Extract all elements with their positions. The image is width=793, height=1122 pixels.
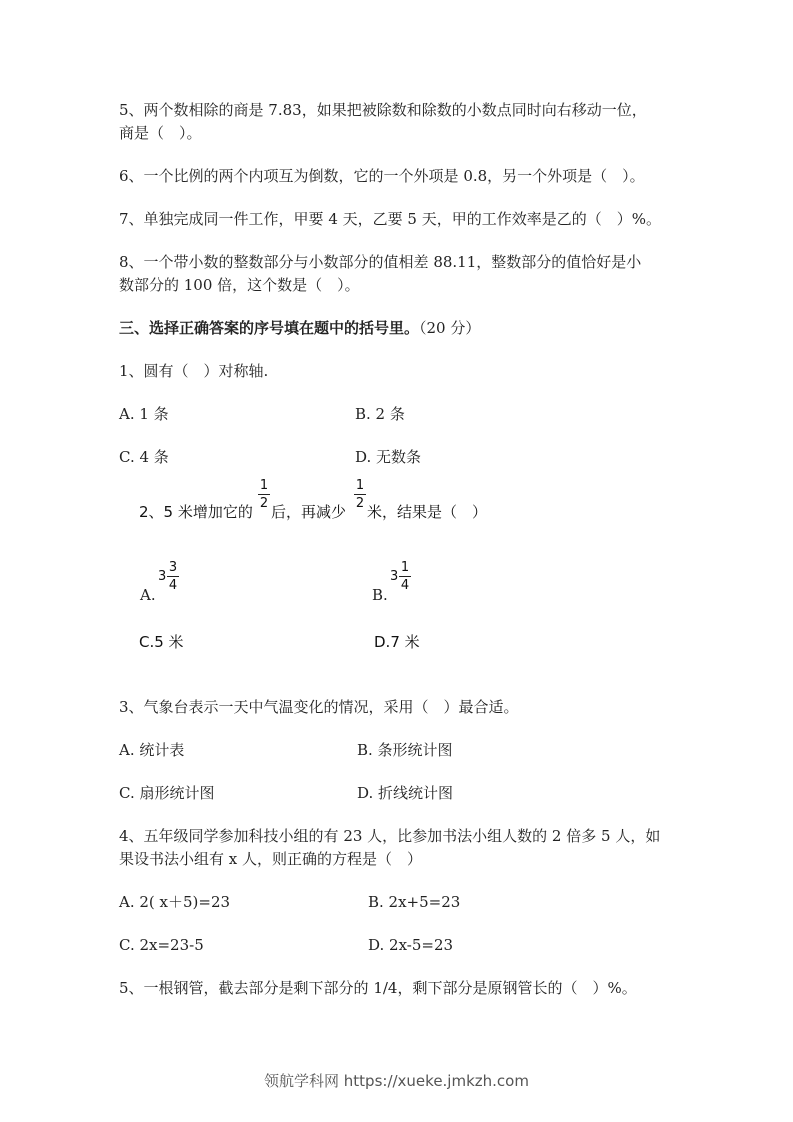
option-a-numerator: 3	[168, 560, 178, 575]
fraction-1-numerator: 1	[259, 478, 269, 493]
question-3-2-option-a-label: A.	[140, 586, 156, 604]
option-b-numerator: 1	[400, 560, 410, 575]
section-3-title-text: 三、选择正确答案的序号填在题中的括号里。	[119, 319, 420, 337]
question-3-1-option-c: C. 4 条	[119, 448, 169, 466]
option-b-bar	[399, 576, 411, 577]
question-3-4-line1: 4、五年级同学参加科技小组的有 23 人，比参加书法小组人数的 2 倍多 5 人，如	[119, 827, 661, 845]
question-2-8-line1: 8、一个带小数的整数部分与小数部分的值相差 88.11，整数部分的值恰好是小	[119, 253, 642, 271]
question-2-7: 7、单独完成同一件工作，甲要 4 天，乙要 5 天，甲的工作效率是乙的（ ）%。	[119, 210, 661, 228]
question-3-2-stem-part1: 2、5 米增加它的	[139, 503, 253, 521]
fraction-1-bar	[258, 494, 270, 495]
question-3-2-fraction-1	[258, 478, 270, 511]
question-3-1-option-a: A. 1 条	[119, 405, 169, 423]
question-3-2-option-d: D.7 米	[374, 633, 420, 651]
question-3-3-option-a: A. 统计表	[119, 741, 185, 759]
question-3-1-option-d: D. 无数条	[355, 448, 422, 466]
option-a-whole: 3	[158, 569, 167, 584]
question-3-2-option-a-fraction	[167, 560, 179, 593]
option-a-denominator: 4	[168, 578, 178, 593]
footer-watermark: 领航学科网 https://xueke.jmkzh.com	[264, 1072, 529, 1090]
question-2-6: 6、一个比例的两个内项互为倒数，它的一个外项是 0.8，另一个外项是（ ）。	[119, 167, 645, 185]
question-3-4-line2: 果设书法小组有 x 人，则正确的方程是（ ）	[119, 850, 422, 868]
question-3-4-option-c: C. 2x=23-5	[119, 936, 204, 954]
section-3-score: （20 分）	[419, 319, 481, 337]
question-3-4-option-b: B. 2x+5=23	[368, 893, 461, 911]
question-3-2-stem-part2: 后，再减少	[271, 503, 347, 521]
question-3-2-fraction-2	[354, 478, 366, 511]
question-2-8-line2: 数部分的 100 倍，这个数是（ ）。	[119, 276, 360, 294]
question-3-2-option-b-label: B.	[372, 586, 388, 604]
question-3-1-option-b: B. 2 条	[355, 405, 405, 423]
question-3-2-option-c: C.5 米	[139, 633, 184, 651]
question-3-2-option-b-fraction	[399, 560, 411, 593]
question-2-5-line1: 5、两个数相除的商是 7.83，如果把被除数和除数的小数点同时向右移动一位，	[119, 101, 647, 119]
question-2-5-line2: 商是（ ）。	[119, 124, 202, 142]
question-3-1-stem: 1、圆有（ ）对称轴.	[119, 362, 269, 380]
fraction-2-numerator: 1	[355, 478, 365, 493]
fraction-1-denominator: 2	[259, 496, 269, 511]
question-3-2-stem-part3: 米，结果是（ ）	[367, 503, 488, 521]
question-3-3-option-d: D. 折线统计图	[357, 784, 454, 802]
option-b-denominator: 4	[400, 578, 410, 593]
question-3-5-stem: 5、一根钢管，截去部分是剩下部分的 1/4，剩下部分是原钢管长的（ ）%。	[119, 979, 637, 997]
question-3-3-stem: 3、气象台表示一天中气温变化的情况，采用（ ）最合适。	[119, 698, 519, 716]
question-3-3-option-b: B. 条形统计图	[357, 741, 453, 759]
option-a-bar	[167, 576, 179, 577]
question-3-4-option-a: A. 2( x＋5)=23	[119, 893, 231, 911]
option-b-whole: 3	[390, 569, 399, 584]
question-3-4-option-d: D. 2x-5=23	[368, 936, 454, 954]
question-3-3-option-c: C. 扇形统计图	[119, 784, 215, 802]
section-3-title	[119, 317, 480, 339]
fraction-2-denominator: 2	[355, 496, 365, 511]
fraction-2-bar	[354, 494, 366, 495]
